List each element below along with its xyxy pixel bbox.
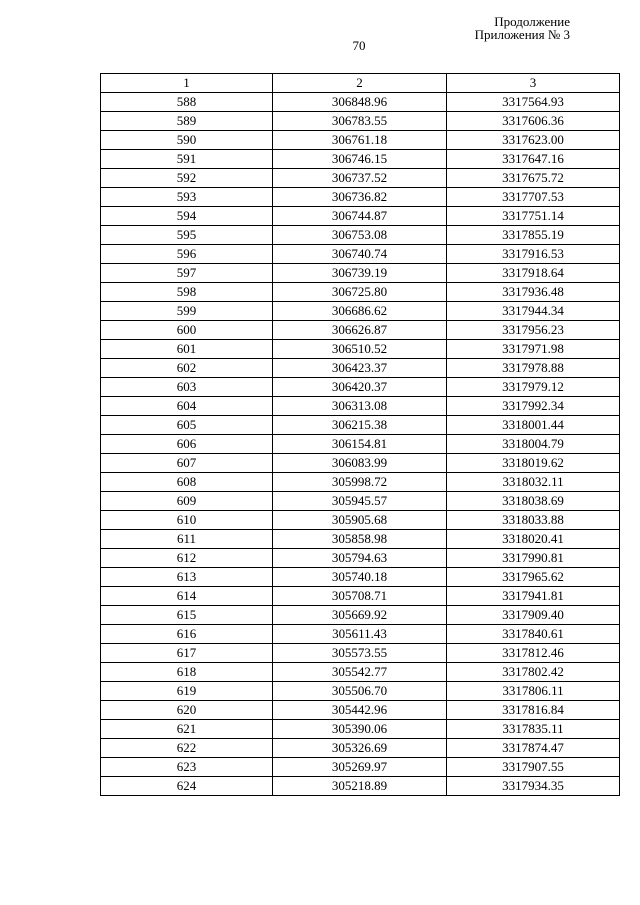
point-number-cell: 614 xyxy=(101,587,273,606)
x-coordinate-cell: 306313.08 xyxy=(273,397,447,416)
point-number-cell: 592 xyxy=(101,169,273,188)
point-number-cell: 596 xyxy=(101,245,273,264)
y-coordinate-cell: 3318038.69 xyxy=(447,492,620,511)
table-row xyxy=(101,226,620,245)
y-coordinate-cell: 3317855.19 xyxy=(447,226,620,245)
x-coordinate-cell: 305506.70 xyxy=(273,682,447,701)
point-number-cell: 612 xyxy=(101,549,273,568)
y-coordinate-cell: 3317623.00 xyxy=(447,131,620,150)
column-header: 1 xyxy=(101,74,273,93)
y-coordinate-cell: 3317564.93 xyxy=(447,93,620,112)
table-row xyxy=(101,397,620,416)
y-coordinate-cell: 3318019.62 xyxy=(447,454,620,473)
point-number-cell: 607 xyxy=(101,454,273,473)
y-coordinate-cell: 3317874.47 xyxy=(447,739,620,758)
point-number-cell: 620 xyxy=(101,701,273,720)
point-number-cell: 591 xyxy=(101,150,273,169)
column-header: 3 xyxy=(447,74,620,93)
table-row xyxy=(101,644,620,663)
table-row xyxy=(101,435,620,454)
table-row xyxy=(101,378,620,397)
point-number-cell: 606 xyxy=(101,435,273,454)
x-coordinate-cell: 305998.72 xyxy=(273,473,447,492)
point-number-cell: 619 xyxy=(101,682,273,701)
table-row xyxy=(101,169,620,188)
y-coordinate-cell: 3317606.36 xyxy=(447,112,620,131)
table-row xyxy=(101,530,620,549)
continuation-line-2: Приложения № 3 xyxy=(474,27,570,42)
x-coordinate-cell: 306737.52 xyxy=(273,169,447,188)
point-number-cell: 601 xyxy=(101,340,273,359)
x-coordinate-cell: 306783.55 xyxy=(273,112,447,131)
table-row xyxy=(101,739,620,758)
point-number-cell: 598 xyxy=(101,283,273,302)
x-coordinate-cell: 305573.55 xyxy=(273,644,447,663)
y-coordinate-cell: 3317812.46 xyxy=(447,644,620,663)
x-coordinate-cell: 306753.08 xyxy=(273,226,447,245)
y-coordinate-cell: 3317675.72 xyxy=(447,169,620,188)
x-coordinate-cell: 306686.62 xyxy=(273,302,447,321)
table-row xyxy=(101,492,620,511)
table-row xyxy=(101,416,620,435)
point-number-cell: 608 xyxy=(101,473,273,492)
y-coordinate-cell: 3317992.34 xyxy=(447,397,620,416)
table-header-row xyxy=(101,74,620,93)
y-coordinate-cell: 3317916.53 xyxy=(447,245,620,264)
point-number-cell: 597 xyxy=(101,264,273,283)
table-row xyxy=(101,663,620,682)
y-coordinate-cell: 3317979.12 xyxy=(447,378,620,397)
x-coordinate-cell: 305611.43 xyxy=(273,625,447,644)
x-coordinate-cell: 306154.81 xyxy=(273,435,447,454)
table-row xyxy=(101,587,620,606)
point-number-cell: 593 xyxy=(101,188,273,207)
continuation-line-1: Продолжение xyxy=(494,14,570,29)
point-number-cell: 618 xyxy=(101,663,273,682)
table-row xyxy=(101,720,620,739)
point-number-cell: 590 xyxy=(101,131,273,150)
point-number-cell: 615 xyxy=(101,606,273,625)
y-coordinate-cell: 3317802.42 xyxy=(447,663,620,682)
point-number-cell: 605 xyxy=(101,416,273,435)
x-coordinate-cell: 306740.74 xyxy=(273,245,447,264)
y-coordinate-cell: 3317647.16 xyxy=(447,150,620,169)
coordinates-table-body xyxy=(101,74,620,796)
table-row xyxy=(101,625,620,644)
x-coordinate-cell: 305794.63 xyxy=(273,549,447,568)
y-coordinate-cell: 3317806.11 xyxy=(447,682,620,701)
table-row xyxy=(101,454,620,473)
y-coordinate-cell: 3317907.55 xyxy=(447,758,620,777)
y-coordinate-cell: 3317909.40 xyxy=(447,606,620,625)
x-coordinate-cell: 306736.82 xyxy=(273,188,447,207)
table-row xyxy=(101,150,620,169)
point-number-cell: 599 xyxy=(101,302,273,321)
x-coordinate-cell: 306739.19 xyxy=(273,264,447,283)
y-coordinate-cell: 3317816.84 xyxy=(447,701,620,720)
table-row xyxy=(101,473,620,492)
point-number-cell: 621 xyxy=(101,720,273,739)
table-row xyxy=(101,245,620,264)
coordinates-table xyxy=(100,73,620,796)
point-number-cell: 617 xyxy=(101,644,273,663)
table-row xyxy=(101,264,620,283)
y-coordinate-cell: 3317840.61 xyxy=(447,625,620,644)
table-row xyxy=(101,93,620,112)
x-coordinate-cell: 305858.98 xyxy=(273,530,447,549)
point-number-cell: 600 xyxy=(101,321,273,340)
point-number-cell: 595 xyxy=(101,226,273,245)
table-row xyxy=(101,188,620,207)
table-row xyxy=(101,777,620,796)
point-number-cell: 623 xyxy=(101,758,273,777)
y-coordinate-cell: 3317707.53 xyxy=(447,188,620,207)
x-coordinate-cell: 305542.77 xyxy=(273,663,447,682)
table-row xyxy=(101,302,620,321)
y-coordinate-cell: 3318004.79 xyxy=(447,435,620,454)
y-coordinate-cell: 3317956.23 xyxy=(447,321,620,340)
x-coordinate-cell: 306761.18 xyxy=(273,131,447,150)
x-coordinate-cell: 306626.87 xyxy=(273,321,447,340)
table-row xyxy=(101,283,620,302)
x-coordinate-cell: 305390.06 xyxy=(273,720,447,739)
point-number-cell: 610 xyxy=(101,511,273,530)
x-coordinate-cell: 306725.80 xyxy=(273,283,447,302)
x-coordinate-cell: 305740.18 xyxy=(273,568,447,587)
x-coordinate-cell: 306744.87 xyxy=(273,207,447,226)
column-header: 2 xyxy=(273,74,447,93)
table-row xyxy=(101,701,620,720)
table-row xyxy=(101,359,620,378)
point-number-cell: 611 xyxy=(101,530,273,549)
x-coordinate-cell: 305708.71 xyxy=(273,587,447,606)
y-coordinate-cell: 3317971.98 xyxy=(447,340,620,359)
x-coordinate-cell: 305218.89 xyxy=(273,777,447,796)
point-number-cell: 616 xyxy=(101,625,273,644)
point-number-cell: 624 xyxy=(101,777,273,796)
y-coordinate-cell: 3317751.14 xyxy=(447,207,620,226)
x-coordinate-cell: 305326.69 xyxy=(273,739,447,758)
point-number-cell: 609 xyxy=(101,492,273,511)
x-coordinate-cell: 306423.37 xyxy=(273,359,447,378)
x-coordinate-cell: 306420.37 xyxy=(273,378,447,397)
x-coordinate-cell: 306510.52 xyxy=(273,340,447,359)
point-number-cell: 604 xyxy=(101,397,273,416)
y-coordinate-cell: 3318020.41 xyxy=(447,530,620,549)
table-row xyxy=(101,549,620,568)
point-number-cell: 594 xyxy=(101,207,273,226)
table-row xyxy=(101,321,620,340)
table-row xyxy=(101,207,620,226)
point-number-cell: 588 xyxy=(101,93,273,112)
point-number-cell: 613 xyxy=(101,568,273,587)
y-coordinate-cell: 3317835.11 xyxy=(447,720,620,739)
x-coordinate-cell: 306848.96 xyxy=(273,93,447,112)
y-coordinate-cell: 3317934.35 xyxy=(447,777,620,796)
x-coordinate-cell: 305269.97 xyxy=(273,758,447,777)
y-coordinate-cell: 3318001.44 xyxy=(447,416,620,435)
x-coordinate-cell: 305905.68 xyxy=(273,511,447,530)
y-coordinate-cell: 3318032.11 xyxy=(447,473,620,492)
table-row xyxy=(101,606,620,625)
y-coordinate-cell: 3317990.81 xyxy=(447,549,620,568)
point-number-cell: 603 xyxy=(101,378,273,397)
x-coordinate-cell: 306215.38 xyxy=(273,416,447,435)
y-coordinate-cell: 3317978.88 xyxy=(447,359,620,378)
page-number: 70 xyxy=(352,38,366,53)
point-number-cell: 622 xyxy=(101,739,273,758)
y-coordinate-cell: 3317918.64 xyxy=(447,264,620,283)
table-row xyxy=(101,112,620,131)
x-coordinate-cell: 305442.96 xyxy=(273,701,447,720)
point-number-cell: 589 xyxy=(101,112,273,131)
table-row xyxy=(101,568,620,587)
table-row xyxy=(101,340,620,359)
y-coordinate-cell: 3317965.62 xyxy=(447,568,620,587)
table-row xyxy=(101,682,620,701)
x-coordinate-cell: 305669.92 xyxy=(273,606,447,625)
table-row xyxy=(101,758,620,777)
x-coordinate-cell: 306746.15 xyxy=(273,150,447,169)
y-coordinate-cell: 3317936.48 xyxy=(447,283,620,302)
y-coordinate-cell: 3317941.81 xyxy=(447,587,620,606)
x-coordinate-cell: 305945.57 xyxy=(273,492,447,511)
table-row xyxy=(101,511,620,530)
point-number-cell: 602 xyxy=(101,359,273,378)
y-coordinate-cell: 3318033.88 xyxy=(447,511,620,530)
x-coordinate-cell: 306083.99 xyxy=(273,454,447,473)
table-row xyxy=(101,131,620,150)
y-coordinate-cell: 3317944.34 xyxy=(447,302,620,321)
